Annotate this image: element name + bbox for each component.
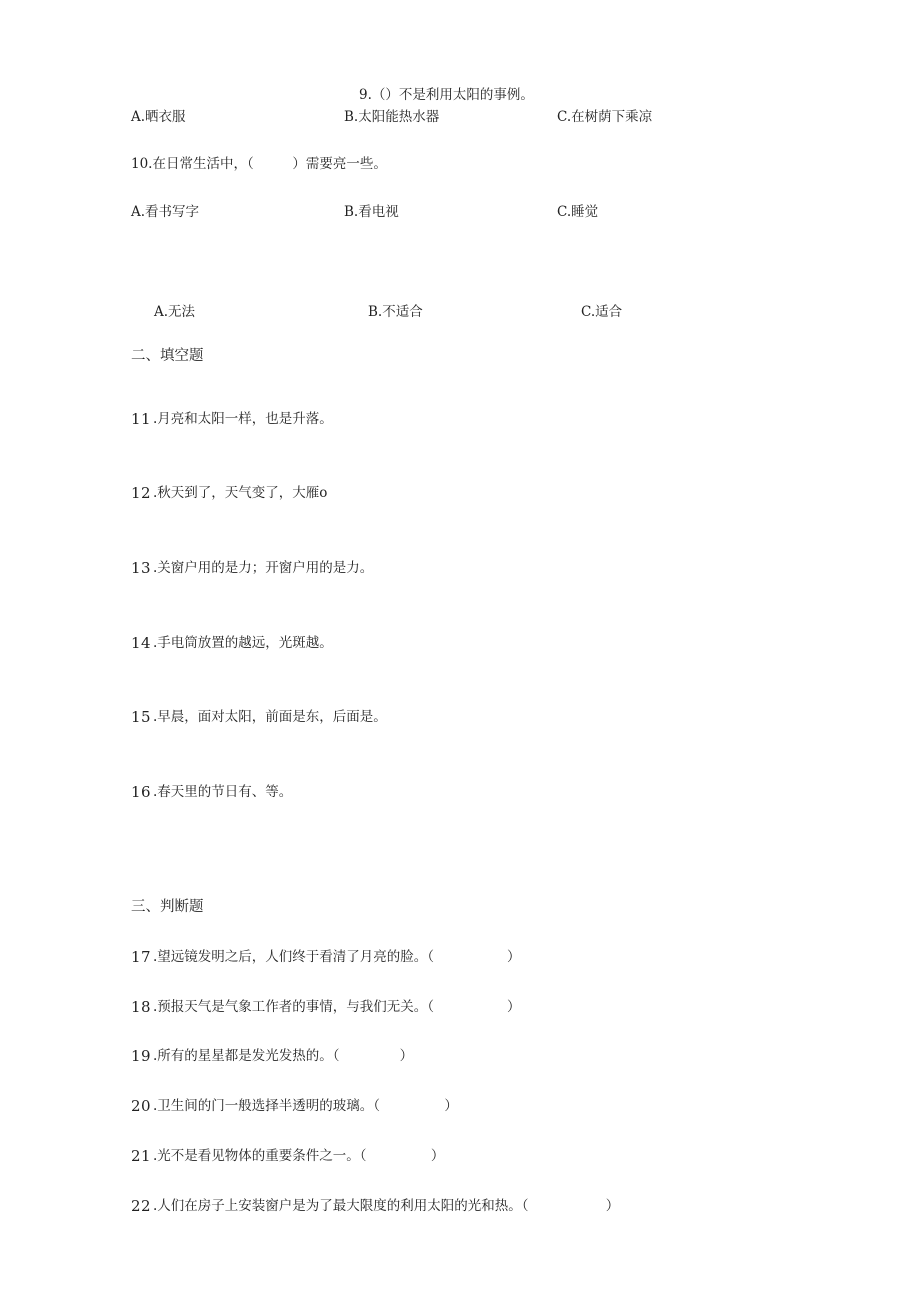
question-number: 12 xyxy=(131,484,152,502)
question-number: 11 xyxy=(131,410,152,428)
question-number: 14 xyxy=(131,634,152,652)
question-number: 19 xyxy=(131,1047,152,1065)
q9-stem: 9.（）不是利用太阳的事例。 xyxy=(359,87,534,103)
extra-option-a: A.无法 xyxy=(154,304,196,320)
question-text: .所有的星星都是发光发热的。（ ） xyxy=(153,1048,414,1064)
q9-option-b: B.太阳能热水器 xyxy=(344,109,440,125)
question-text: .早晨，面对太阳，前面是东，后面是。 xyxy=(153,709,387,725)
section-true-false-title: 三、判断题 xyxy=(131,899,204,915)
question-number: 20 xyxy=(131,1097,152,1115)
q9-option-c: C.在树荫下乘凉 xyxy=(557,109,653,125)
question-number: 21 xyxy=(131,1147,152,1165)
question-text: .手电筒放置的越远，光斑越。 xyxy=(153,635,333,651)
question-text: .望远镜发明之后，人们终于看清了月亮的脸。（ ） xyxy=(153,949,521,965)
question-text: .月亮和太阳一样，也是升落。 xyxy=(153,411,333,427)
question-number: 18 xyxy=(131,998,152,1016)
q10-option-b: B.看电视 xyxy=(344,204,399,220)
extra-option-c: C.适合 xyxy=(581,304,623,320)
q10-option-c: C.睡觉 xyxy=(557,204,599,220)
section-fill-in-title: 二、填空题 xyxy=(131,348,204,364)
question-number: 13 xyxy=(131,559,152,577)
question-number: 22 xyxy=(131,1197,152,1215)
question-number: 16 xyxy=(131,783,152,801)
q9-option-a: A.晒衣服 xyxy=(131,109,186,125)
question-text: .光不是看见物体的重要条件之一。（ ） xyxy=(153,1148,445,1164)
question-text: .关窗户用的是力；开窗户用的是力。 xyxy=(153,560,374,576)
question-text: .春天里的节日有、等。 xyxy=(153,784,293,800)
question-text: .预报天气是气象工作者的事情，与我们无关。（ ） xyxy=(153,999,521,1015)
question-text: .秋天到了，天气变了，大雁o xyxy=(153,485,328,501)
extra-option-b: B.不适合 xyxy=(368,304,423,320)
q10-option-a: A.看书写字 xyxy=(131,204,200,220)
question-number: 15 xyxy=(131,708,152,726)
question-text: .卫生间的门一般选择半透明的玻璃。（ ） xyxy=(153,1098,458,1114)
question-number: 17 xyxy=(131,948,152,966)
question-text: .人们在房子上安装窗户是为了最大限度的利用太阳的光和热。（ ） xyxy=(153,1198,620,1214)
q10-stem: 10.在日常生活中，（ ）需要亮一些。 xyxy=(131,156,387,172)
